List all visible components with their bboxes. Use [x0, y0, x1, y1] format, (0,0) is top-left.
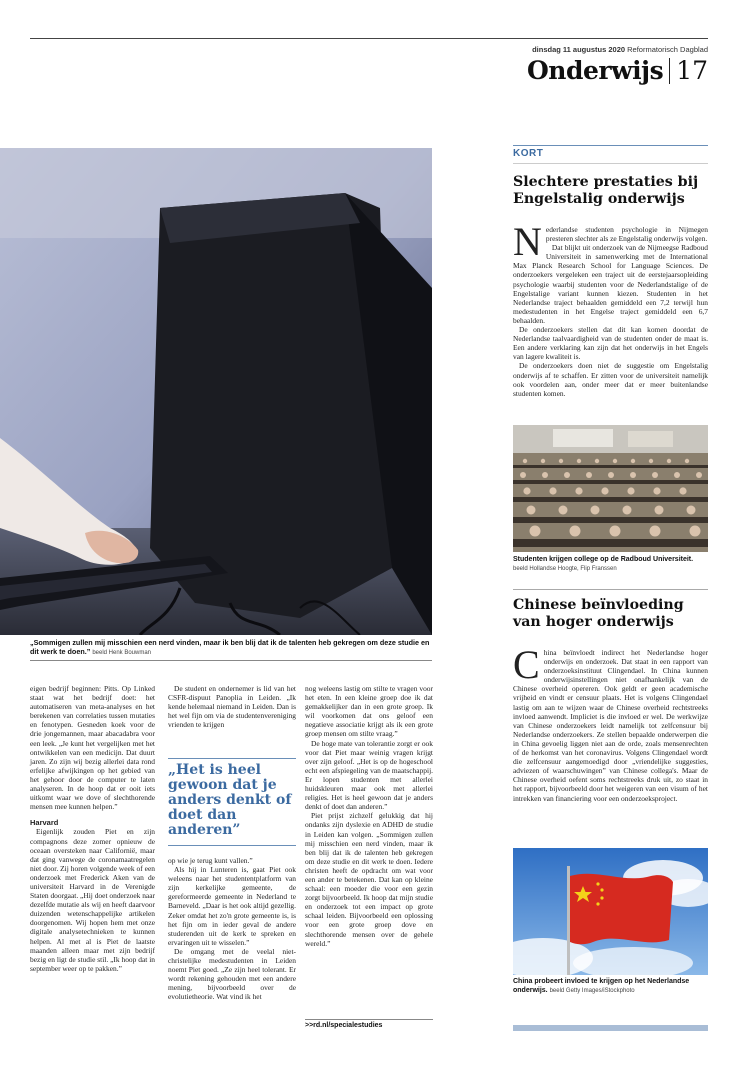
pullquote-rule-bottom — [168, 845, 296, 846]
paragraph: Piet prijst zichzelf gelukkig dat hij ondanks zijn dyslexie en ADHD de studie in Leiden kan volgen. „Sommigen zullen mij misschien een nerd vinden, maar ik ben blij dat ik de talenten heb gekregen om deze studie en dit werk te doen. Iedere christen heeft de opdracht om wat voor een ander te betekenen. Dat kan op kleine schaal: een moeder die voor een gezin zorgt bijvoorbeeld. Ik hoop dat mijn studie en onderzoek tot een impact op grote schaal leiden. Bijvoorbeeld een oplossing voor een grote groep dove en slechthorende mensen over de gehele wereld.” — [305, 811, 433, 948]
paragraph: Eigenlijk zouden Piet en zijn compagnons deze zomer opnieuw de oceaan oversteken naar Californië, maar dat ging vanwege de coronamaatregelen niet door. Zij horen volgende week of een onderzoek met Frederick Aken van de universiteit Harvard in de Verenigde Staten doorgaat. „Hij doet onderzoek naar dezelfde mutatie als wij en heeft daarvoor duizenden wetenschappelijke artikelen doorgenomen. Wij hopen hem met onze digitale analysetechnieken te kunnen helpen. Al met al is Piet de laatste maanden alleen maar met zijn bedrijf bezig en ligt de studie stil. „Ik hoop dat in september weer op te pakken.” — [30, 827, 156, 973]
lead-paragraph — [513, 642, 708, 803]
main-photo — [0, 148, 432, 635]
pullquote-rule-top — [168, 758, 296, 759]
pullquote: „Het is heel gewoon dat je anders denkt of doet dan anderen” — [168, 762, 292, 838]
paragraph: De onderzoekers doen niet de suggestie om Engelstalig onderwijs af te schaffen. Er zitten voor de universiteit namelijk ook voordelen aan, onder meer dat er meer buitenlandse studenten komen. — [513, 361, 708, 398]
lead-text: ederlandse studenten psychologie in Nijmegen presteren slechter als ze Engelstalig onderwijs volgen. — [545, 225, 708, 244]
newspaper-name: Reformatorisch Dagblad — [627, 45, 708, 54]
lecture-photo-caption — [513, 556, 708, 573]
flag-caption-text: China probeert invloed te krijgen op het Nederlandse onderwijs. — [513, 978, 690, 994]
paragraph: op wie je terug kunt vallen.” — [168, 856, 253, 865]
issue-date: dinsdag 11 augustus 2020 — [532, 45, 626, 54]
article-column-2-bottom — [168, 856, 296, 1002]
page-number: 17 — [676, 56, 708, 85]
paragraph: eigen bedrijf beginnen: Pitts. Op Linked staat wat het bedrijf doet: het automatiseren van meta-analyses en het berekenen van correlaties tussen mutaties en fenotypen. Gesneden koek voor de drie jongemannen, maar abacadabra voor een leek. „Je kunt het vergelijken met het ontwikkelen van een medicijn. Dat duurt jaren. Zo zijn wij bezig allerlei data rond erfelijke afwijkingen op het gebied van het gehoor door de computer te laten analyseren. In de hoop dat er ooit iets uitkomt waar we dove of slechthorende mensen mee kunnen helpen.” — [30, 684, 155, 812]
paragraph: De omgang met de veelal niet-christelijke medestudenten in Leiden noemt Piet goed. „Ze zijn heel tolerant. Er wordt rekening gehouden met een andere mening, bijvoorbeeld over de evolutietheorie. Wat vind ik het — [168, 946, 296, 1002]
section-divider — [669, 58, 670, 84]
subhead-harvard: Harvard — [30, 818, 59, 828]
article-column-2-top — [168, 684, 296, 729]
article-column-1 — [30, 684, 155, 973]
dropcap: N — [513, 219, 542, 264]
paragraph: De hoge mate van tolerantie zorgt er ook voor dat Piet maar weinig vragen krijgt over zijn geloof. „Het is op de hogeschool echt een afspiegeling van de maatschappij. Er lopen studenten met allerlei huidskleuren maar ook met allerlei religies. Het is heel gewoon dat je anders denkt of doet dan anderen.” — [305, 738, 433, 812]
paragraph: nog weleens lastig om stilte te vragen voor het eten. In een kleine groep doe ik dat gemakkelijker dan in een grote groep. Ik wil voorkomen dat ons geloof een negatieve associatie krijgt als ik een grote groep mensen om stilte vraag.” — [305, 684, 433, 739]
story-chinese-influence — [513, 642, 708, 803]
special-studies-link[interactable]: >>rd.nl/specialestudies — [305, 1022, 383, 1029]
flag-photo-credit: beeld Getty Images/iStockphoto — [549, 987, 635, 994]
footer-accent-bar — [513, 1025, 708, 1031]
lecture-caption-text: Studenten krijgen college op de Radboud Universiteit. — [513, 556, 694, 563]
lead-paragraph — [513, 219, 708, 264]
headline-chinese-influence: Chinese beïnvloeding van hoger onderwijs — [513, 597, 684, 630]
header-rule — [30, 38, 708, 39]
lead-text: hina beïnvloedt indirect het Nederlandse hoger onderwijs en onderzoek. Dat staat in een rapport van onderzoeksinstituut Clingendael. In China kunnen onderwijsinstellingen niet onafhankelijk van de Chinese overheid opereren. Ook geldt er geen academische vrijheid en vindt er censuur plaats. Het is volgens Clingendael lastig om aan te wijzen waar de Chinese overheid rechtstreeks invloed aanwendt. Impliciet is die invloed er wel. De werkwijze van Chinese onderzoekers leidt namelijk tot zelfcensuur bij Nederlandse onderzoekers. Ze stellen bepaalde onderwerpen die in China gevoelig liggen niet aan de orde, zoals mensenrechten of de herkomst van het coronavirus. Volgens Clingendael wordt die zelfcensuur aangemoedigd door „vriendelijke suggesties, adviezen of waarschuwingen” van Chinese collega's. Maar de Chinese overheid oefent soms rechtstreeks druk uit, zo staat in het rapport, bijvoorbeeld door het weigeren van een visum of het intrekken van financiering voor een onderzoeksproject. — [513, 648, 708, 803]
dropcap: C — [513, 642, 540, 687]
main-photo-credit: beeld Henk Bouwman — [92, 650, 152, 656]
china-flag-photo — [513, 848, 708, 975]
story-english-education — [513, 219, 708, 398]
story-divider — [513, 589, 708, 590]
lecture-hall-photo — [513, 425, 708, 552]
kort-label: KORT — [513, 148, 544, 159]
flag-photo-caption — [513, 978, 708, 995]
link-rule — [305, 1019, 433, 1020]
main-photo-caption — [30, 638, 430, 658]
section-header — [527, 56, 708, 85]
caption-rule — [30, 660, 432, 661]
kort-divider — [513, 163, 708, 164]
dateline — [532, 45, 708, 54]
paragraph: Dat blijkt uit onderzoek van de Nijmeegse Radboud Universiteit in samenwerking met de International Max Planck Research School for Language Sciences. De onderzoekers vergeleken een traject uit de eerstejaarsopleiding psychologie waarbij studenten voor de Nederlandstalige of de Engelstalige variant kunnen kiezen. Studenten in het Nederlandse traject behaalden gemiddeld een 7,2 terwijl hun medestudenten in het Engelse traject gemiddeld een 6,7 behaalden. — [513, 243, 708, 325]
paragraph: De student en ondernemer is lid van het CSFR-dispuut Panoplia in Leiden. „Ik kende helemaal niemand in Leiden. Dan is het wel fijn om via de studentenvereniging vrienden te krijgen — [168, 684, 296, 730]
main-caption-text: „Sommigen zullen mij misschien een nerd vinden, maar ik ben blij dat ik de talenten heb gekregen om deze studie en dit werk te doen.” — [30, 638, 430, 656]
kort-rule — [513, 145, 708, 146]
paragraph: De onderzoekers stellen dat dit kan komen doordat de Nederlandse taalvaardigheid van de studenten onder de maat is. Een andere verklaring kan zijn dat het onderwijs in het Engels van lagere kwaliteit is. — [513, 325, 708, 362]
lecture-photo-credit: beeld Hollandse Hoogte, Flip Franssen — [513, 565, 617, 572]
paragraph: Als hij in Lunteren is, gaat Piet ook weleens naar het studententplatform van zijn kerkelijke gemeente, de gereformeerde gemeente in Nederland te Barneveld. „Daar is het ook altijd gezellig. Zeker omdat het zo'n grote gemeente is, is het fijn om in ieder geval de andere studerenden uit de kerk te spreken en ervaringen uit te wisselen.” — [168, 865, 296, 947]
article-column-3 — [305, 684, 433, 948]
headline-english-education: Slechtere prestaties bij Engelstalig onderwijs — [513, 174, 699, 207]
section-title: Onderwijs — [527, 56, 664, 85]
